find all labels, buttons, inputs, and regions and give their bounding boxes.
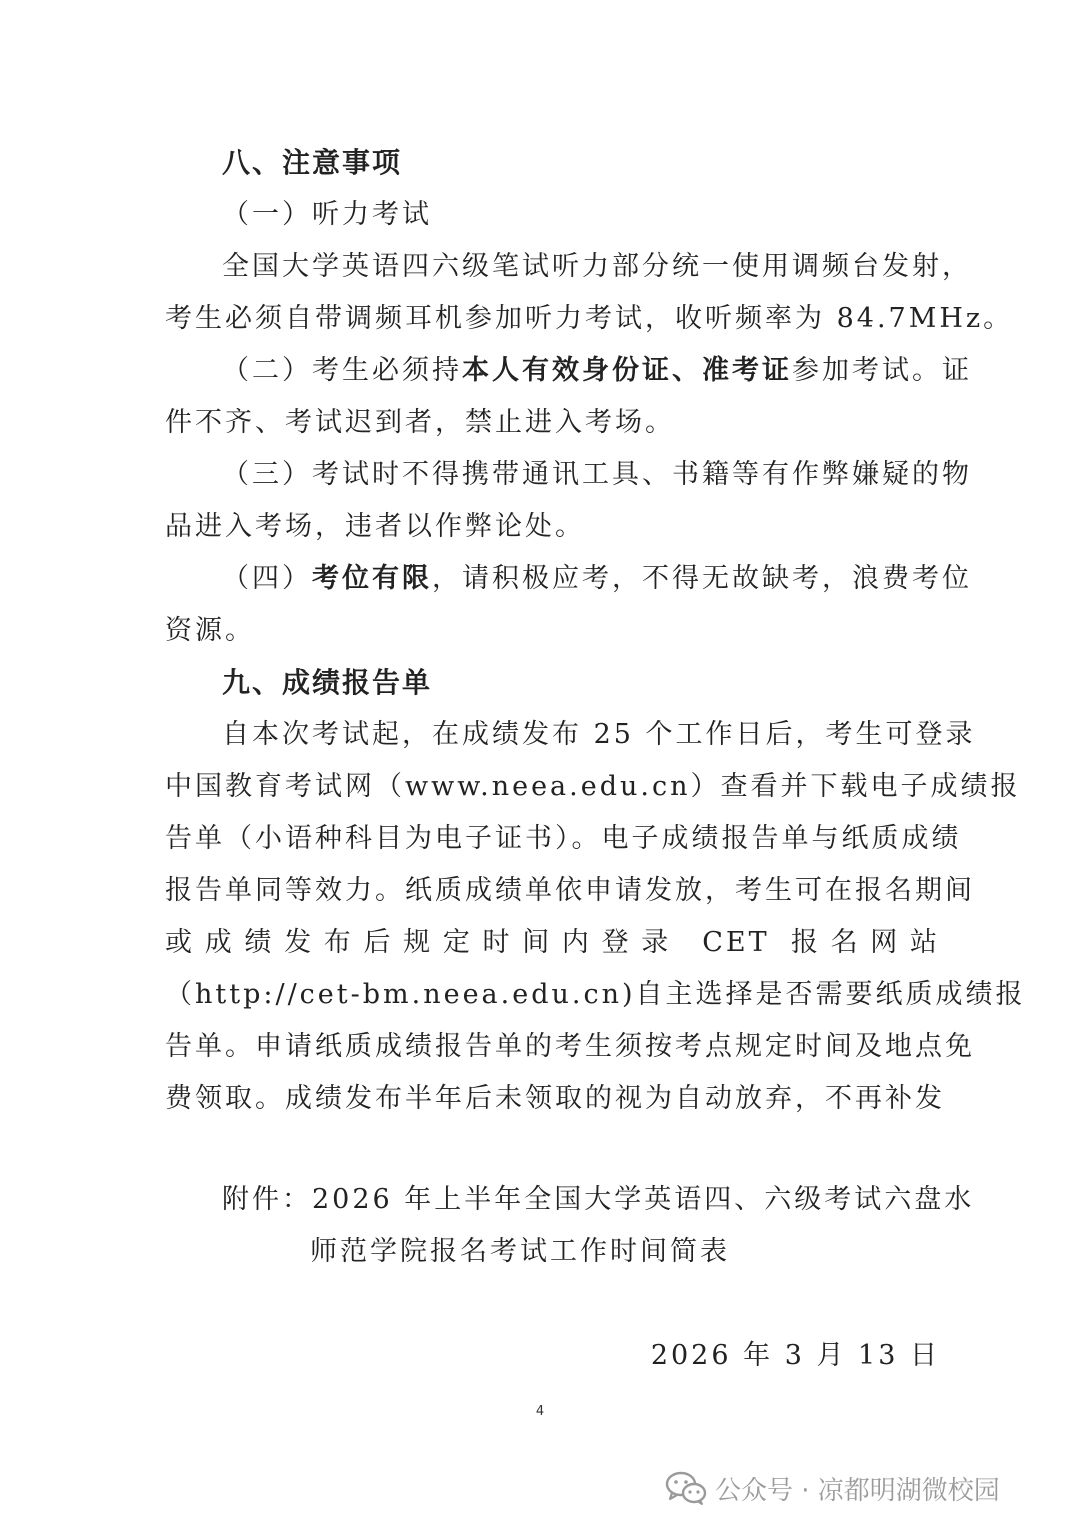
attachment-line1: 附件：2026 年上半年全国大学英语四、六级考试六盘水	[222, 1184, 975, 1215]
section8-sub2-line1	[222, 351, 972, 391]
section8-sub3-line2: 品进入考场，违者以作弊论处。	[165, 511, 585, 542]
page-number: 4	[535, 1404, 545, 1419]
attachment-line2: 师范学院报名考试工作时间简表	[310, 1236, 730, 1267]
section8-sub1-title: （一）听力考试	[222, 199, 432, 230]
sub2-suffix: 参加考试。证	[792, 355, 972, 386]
sub4-bold-text: 考位有限	[312, 563, 432, 594]
section9-line: 报告单同等效力。纸质成绩单依申请发放，考生可在报名期间	[165, 875, 975, 906]
section8-sub1-line2: 考生必须自带调频耳机参加听力考试，收听频率为 84.7MHz。	[165, 303, 1014, 334]
section9-line: 中国教育考试网（www.neea.edu.cn）查看并下载电子成绩报	[165, 771, 1021, 802]
section8-sub3-line1: （三）考试时不得携带通讯工具、书籍等有作弊嫌疑的物	[222, 459, 972, 490]
sub4-suffix: ，请积极应考，不得无故缺考，浪费考位	[432, 563, 972, 594]
section8-sub2-line2: 件不齐、考试迟到者，禁止进入考场。	[165, 407, 675, 438]
section8-heading: 八、注意事项	[222, 146, 403, 179]
section9-line: 告单（小语种科目为电子证书）。电子成绩报告单与纸质成绩	[165, 823, 962, 854]
section8-sub1-line1: 全国大学英语四六级笔试听力部分统一使用调频台发射，	[222, 251, 972, 282]
section9-line: （http://cet-bm.neea.edu.cn)自主选择是否需要纸质成绩报	[165, 979, 1026, 1010]
sub4-prefix: （四）	[222, 563, 312, 594]
sub2-bold-text: 本人有效身份证、准考证	[462, 355, 792, 386]
wechat-icon	[665, 1470, 707, 1506]
watermark-text: 公众号 · 凉都明湖微校园	[715, 1475, 1000, 1506]
section9-line: 费领取。成绩发布半年后未领取的视为自动放弃，不再补发	[165, 1083, 945, 1114]
section9-line: 自本次考试起，在成绩发布 25 个工作日后，考生可登录	[222, 719, 976, 750]
wechat-watermark	[665, 1466, 1000, 1510]
section8-sub4-line1	[222, 559, 972, 599]
section9-line: 告单。申请纸质成绩报告单的考生须按考点规定时间及地点免	[165, 1031, 975, 1062]
document-date: 2026 年 3 月 13 日	[650, 1340, 940, 1371]
section8-sub4-line2: 资源。	[165, 615, 255, 646]
section9-line: 或成绩发布后规定时间内登录 CET 报名网站	[165, 927, 940, 958]
sub2-prefix: （二）考生必须持	[222, 355, 462, 386]
section9-heading: 九、成绩报告单	[222, 666, 433, 699]
